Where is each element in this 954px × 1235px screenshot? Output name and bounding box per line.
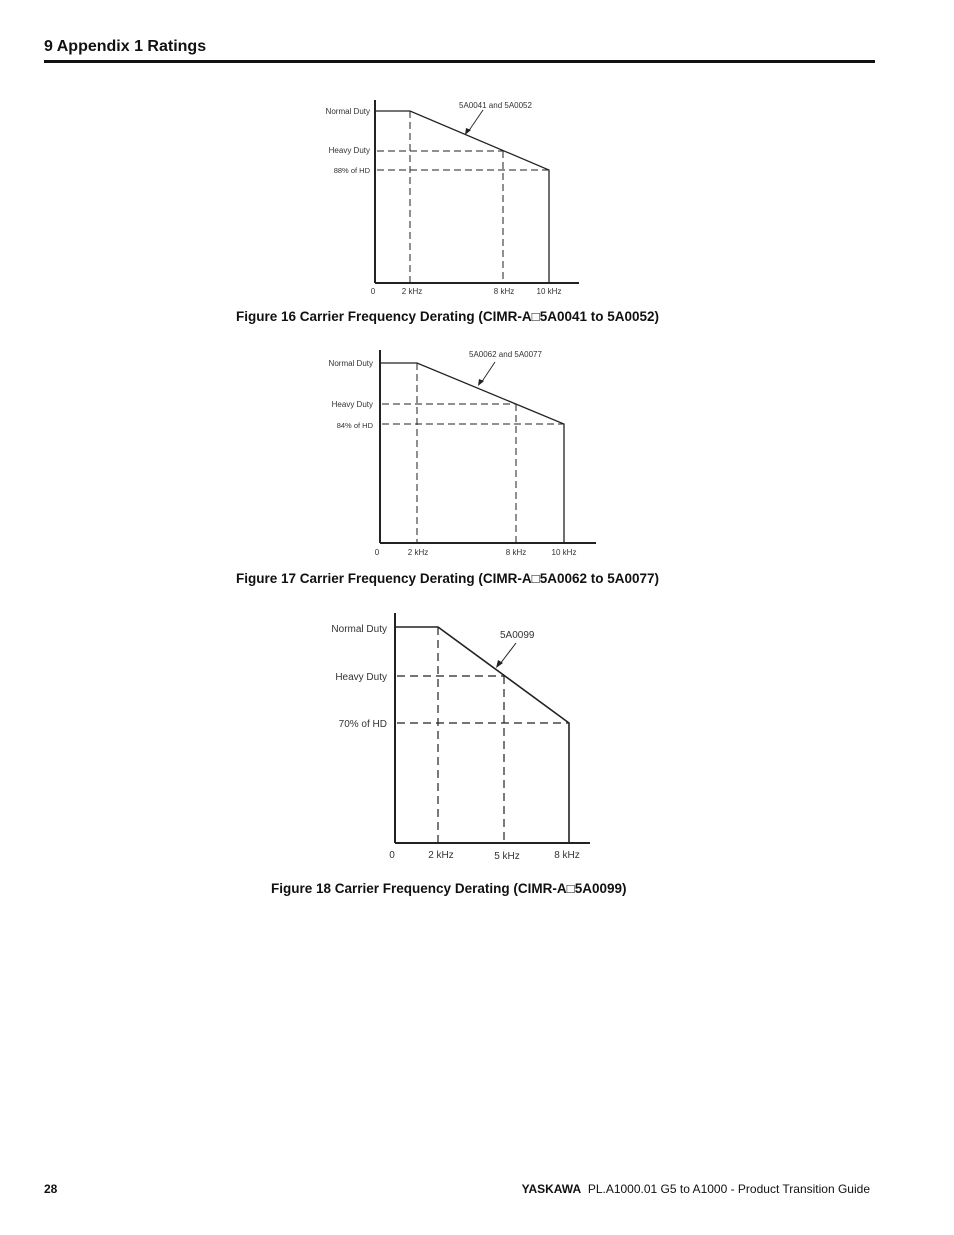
x-label-1: 2 kHz [401,287,423,296]
section-title: 9 Appendix 1 Ratings [44,38,207,55]
x-label-1: 2 kHz [428,850,454,861]
figure-16-caption: Figure 16 Carrier Frequency Derating (CIMR-A□5A0041 to 5A0052) [236,309,660,324]
footer-doc-info [522,1182,870,1196]
x-label-2: 8 kHz [505,548,527,557]
x-label-3: 8 kHz [554,850,580,861]
derating-curve [395,627,569,843]
figure-18-chart [320,605,610,867]
y-label-reduced: 70% of HD [338,719,387,730]
y-label-normal-duty: Normal Duty [331,624,387,635]
derating-curve [375,111,549,283]
x-label-2: 5 kHz [494,851,520,862]
x-label-2: 8 kHz [493,287,515,296]
annotation-leader [500,643,516,664]
y-label-heavy-duty: Heavy Duty [328,146,370,155]
x-label-1: 2 kHz [407,548,429,557]
annotation-leader [481,362,495,383]
x-label-0: 0 [374,548,380,557]
figure-18-caption: Figure 18 Carrier Frequency Derating (CIMR-A□5A0099) [271,881,627,896]
x-label-3: 10 kHz [551,548,577,557]
derating-curve [380,363,564,543]
annotation-leader [468,110,483,132]
annotation-label: 5A0099 [500,630,535,641]
y-label-reduced: 84% of HD [336,421,373,430]
y-label-normal-duty: Normal Duty [328,359,373,368]
figure-16-chart [315,95,595,300]
figure-17-caption: Figure 17 Carrier Frequency Derating (CIMR-A□5A0062 to 5A0077) [236,571,660,586]
figure-17-chart [320,345,605,560]
y-label-normal-duty: Normal Duty [325,107,370,116]
x-label-3: 10 kHz [536,287,562,296]
y-label-heavy-duty: Heavy Duty [331,400,373,409]
y-label-heavy-duty: Heavy Duty [335,672,387,683]
footer-doc-title: PL.A1000.01 G5 to A1000 - Product Transition Guide [587,1182,870,1196]
footer-brand: YASKAWA [521,1182,582,1196]
y-label-reduced: 88% of HD [333,166,370,175]
x-label-0: 0 [389,850,395,861]
page-number: 28 [44,1182,58,1196]
header-rule [44,60,875,63]
annotation-label: 5A0062 and 5A0077 [469,350,542,359]
x-label-0: 0 [370,287,376,296]
annotation-label: 5A0041 and 5A0052 [459,101,532,110]
